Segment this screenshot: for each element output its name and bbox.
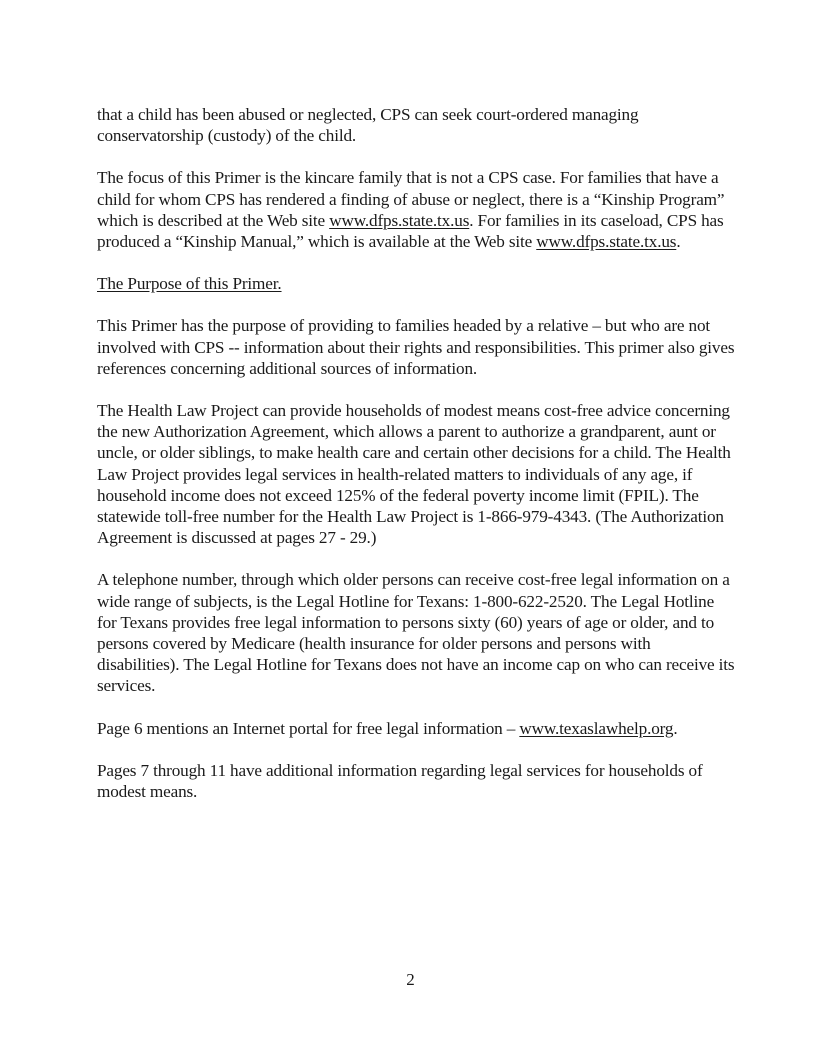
document-page: [97, 104, 737, 823]
text: The focus of this Primer is the kincare family that is not a CPS case. For families that have a child for whom CPS has rendered a finding of abuse or neglect, there is a “Kinship Program” which is described at the Web site: [97, 168, 725, 230]
text: Pages 7 through 11 have additional information regarding legal services for households of modest means.: [97, 760, 703, 802]
heading-purpose-of-primer: The Purpose of this Primer.: [97, 274, 282, 294]
dfps-link-kinship-manual[interactable]: www.dfps.state.tx.us: [536, 232, 677, 252]
paragraph-health-law-project: [97, 400, 737, 548]
text: .: [673, 718, 678, 738]
paragraph-internet-portal: [97, 718, 737, 739]
paragraph-purpose: [97, 315, 737, 379]
page-number: 2: [406, 970, 415, 989]
text: Page 6 mentions an Internet portal for free legal information –: [97, 718, 520, 738]
texaslawhelp-link[interactable]: www.texaslawhelp.org: [519, 718, 674, 738]
dfps-link-kinship-program[interactable]: www.dfps.state.tx.us: [329, 210, 470, 230]
paragraph-focus-of-primer: [97, 167, 737, 252]
text: This Primer has the purpose of providing to families headed by a relative – but who are not involved with CPS -- information about their rights and responsibilities. This primer also gives references concerning additional sources of information.: [97, 316, 735, 378]
paragraph-additional-legal-services: [97, 760, 737, 802]
section-heading: [97, 273, 737, 294]
text: The Health Law Project can provide households of modest means cost-free advice concerning the new Authorization Agreement, which allows a parent to authorize a grandparent, aunt or uncle, or older siblings, to make health care and certain other decisions for a child. The Health Law Project provides legal services in health-related matters to individuals of any age, if household income does not exceed 125% of the federal poverty income limit (FPIL). The statewide toll-free number for the Health Law Project is 1-866-979-4343. (The Authorization Agreement is discussed at pages 27 - 29.): [97, 401, 731, 548]
text: . For families in its caseload, CPS has produced a “Kinship Manual,” which is available at the Web site: [97, 210, 724, 252]
text: that a child has been abused or neglected, CPS can seek court-ordered managing conservatorship (custody) of the child.: [97, 105, 639, 146]
text: .: [676, 232, 681, 252]
paragraph-cps-custody: [97, 104, 737, 146]
text: A telephone number, through which older persons can receive cost-free legal information on a wide range of subjects, is the Legal Hotline for Texans: 1-800-622-2520. The Legal Hotline for Texans provides free legal information to persons sixty (60) years of age or older, and to persons covered by Medicare (health insurance for older persons and persons with disabilities). The Legal Hotline for Texans does not have an income cap on who can receive its services.: [97, 570, 735, 696]
paragraph-legal-hotline: [97, 569, 737, 696]
